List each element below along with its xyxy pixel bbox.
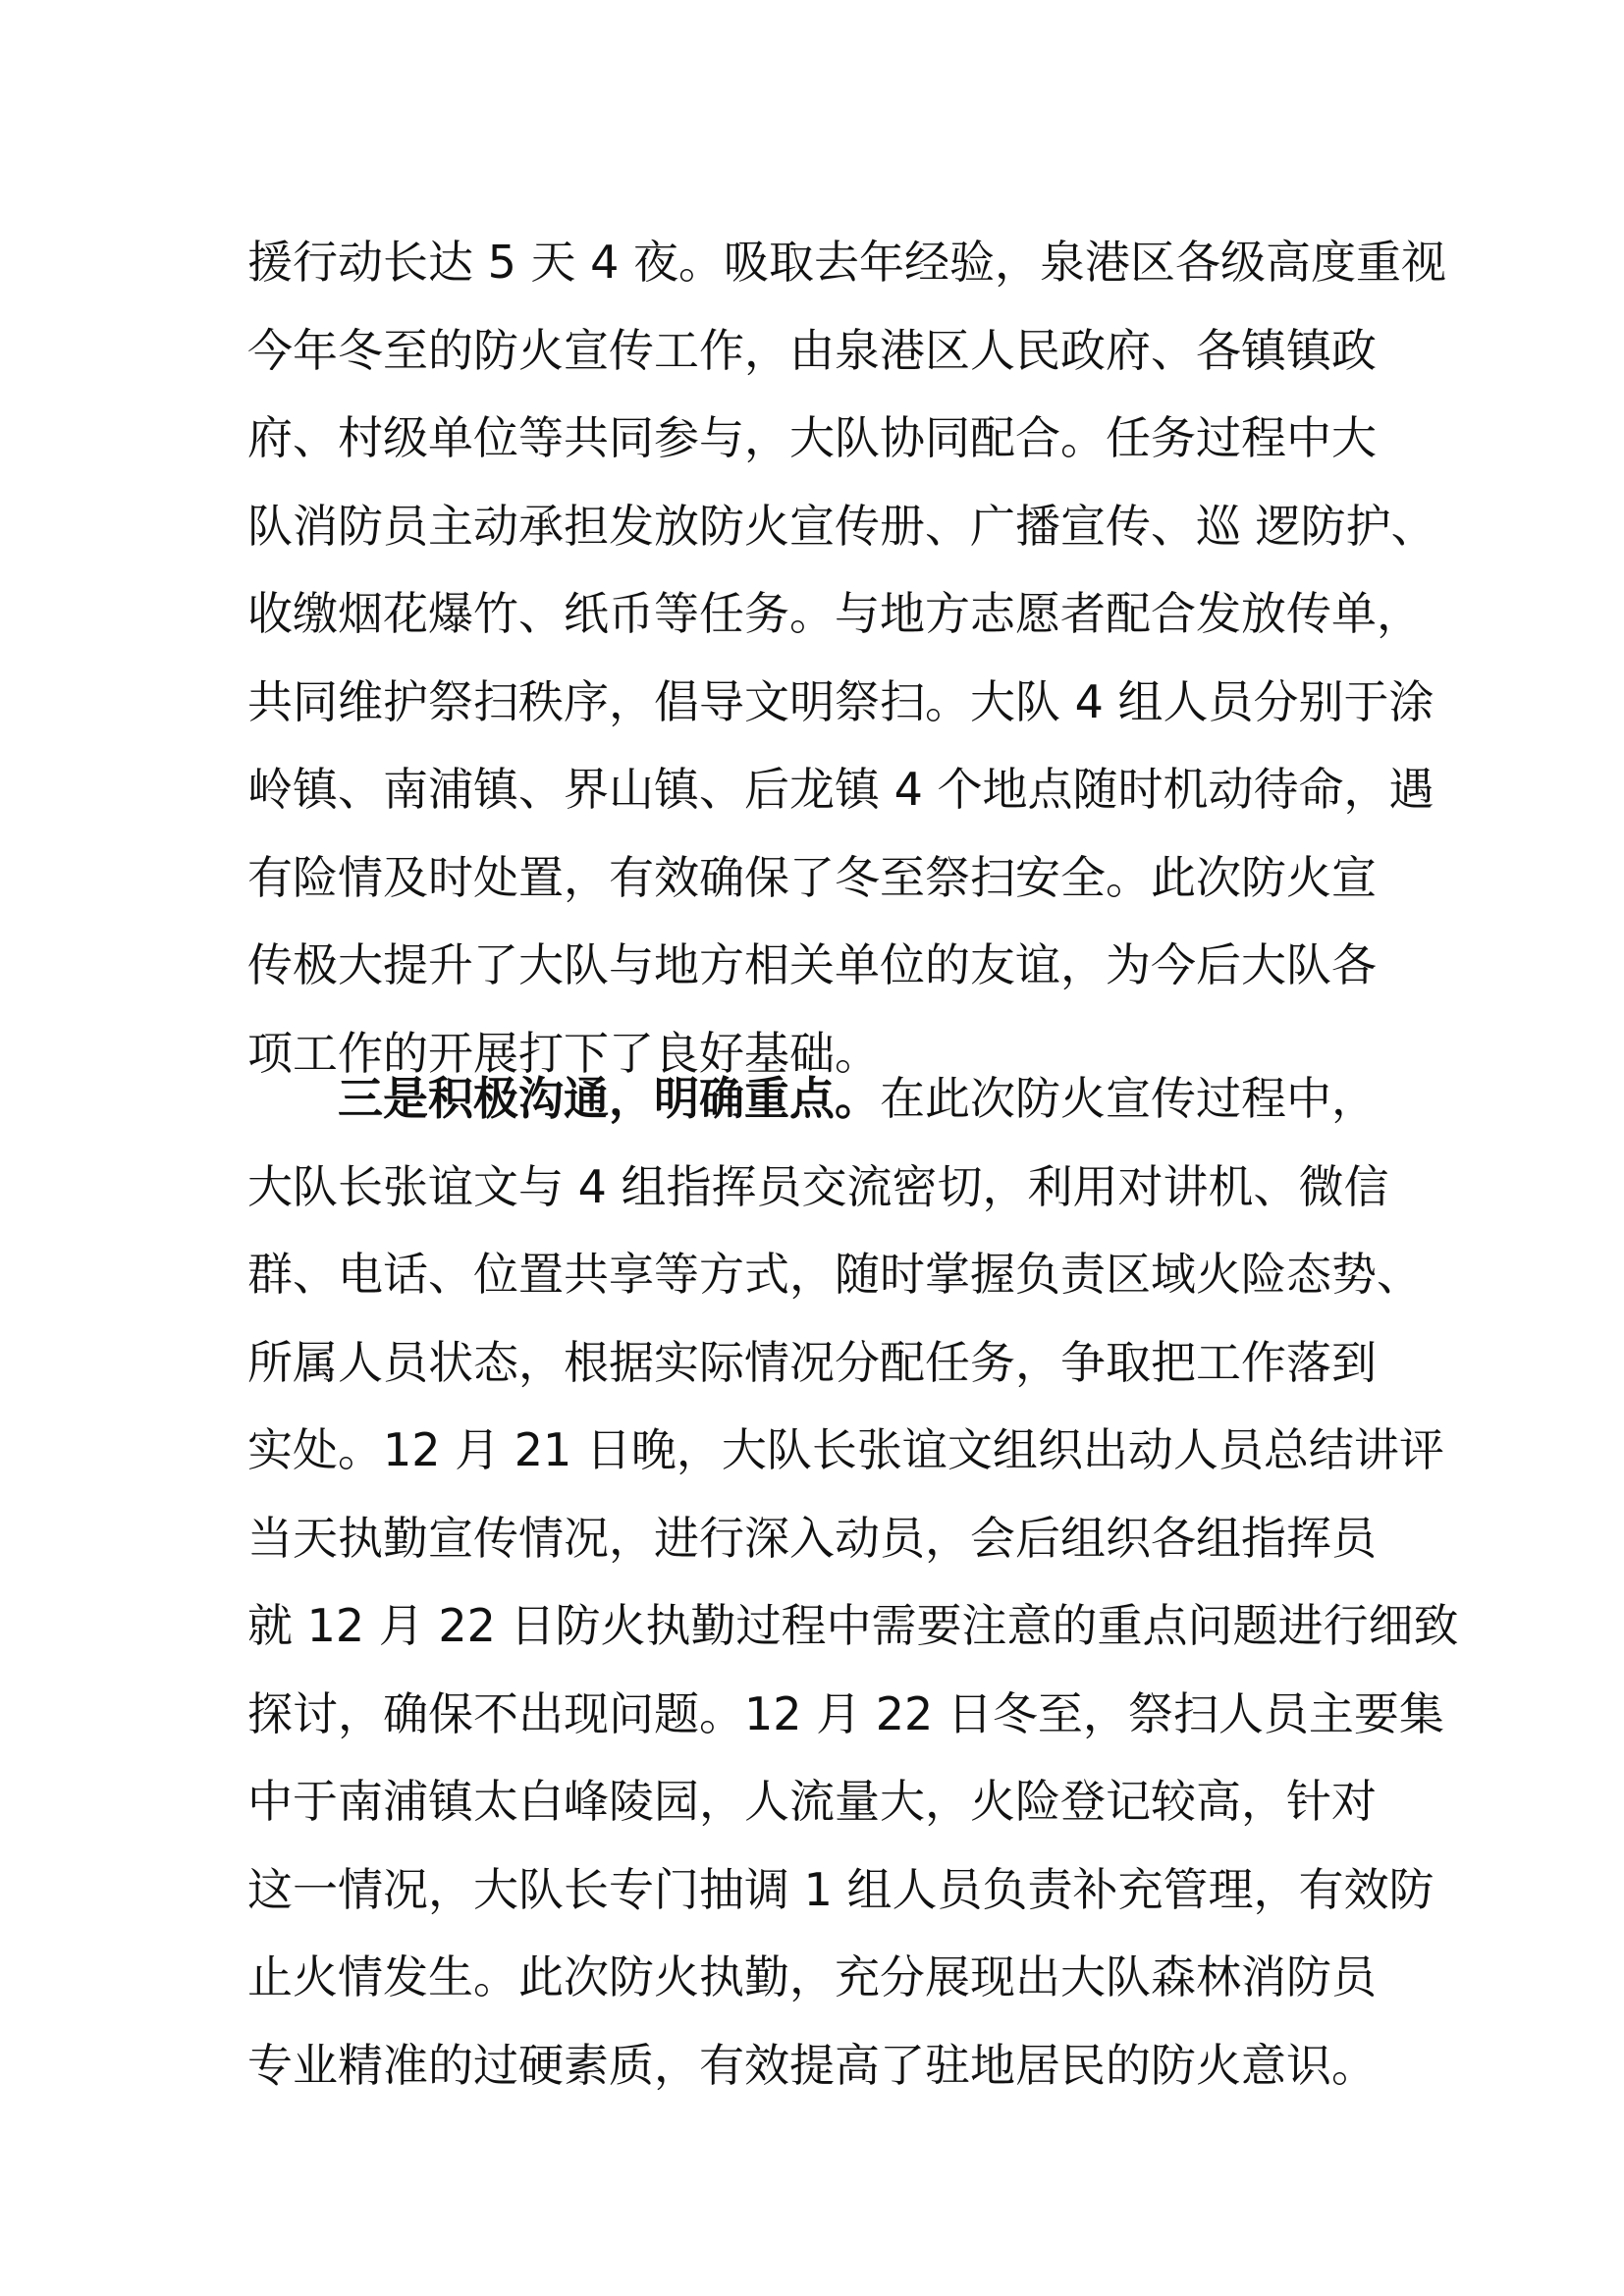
text-line: 传极大提升了大队与地方相关单位的友谊，为今后大队各	[247, 938, 1377, 991]
text-line: 当天执勤宣传情况，进行深入动员，会后组织各组指挥员	[247, 1511, 1377, 1565]
text-line: 群、电话、位置共享等方式，随时掌握负责区域火险态势、	[247, 1248, 1422, 1301]
text-line: 中于南浦镇太白峰陵园，人流量大，火险登记较高，针对	[247, 1775, 1377, 1828]
text-line: 岭镇、南浦镇、界山镇、后龙镇 4 个地点随时机动待命，遇	[247, 763, 1435, 816]
text-line: 今年冬至的防火宣传工作，由泉港区人民政府、各镇镇政	[247, 323, 1377, 377]
text-line: 大队长张谊文与 4 组指挥员交流密切，利用对讲机、微信	[247, 1159, 1389, 1213]
text-line: 实处。12 月 21 日晚，大队长张谊文组织出动人员总结讲评	[247, 1423, 1444, 1476]
text-line: 府、村级单位等共同参与，大队协同配合。任务过程中大	[247, 411, 1377, 464]
paragraph-2-first-line	[247, 1055, 1386, 1144]
text-line: 专业精准的过硬素质，有效提高了驻地居民的防火意识。	[247, 2038, 1377, 2092]
text-line: 援行动长达 5 天 4 夜。吸取去年经验，泉港区各级高度重视	[247, 236, 1447, 289]
text-line: 有险情及时处置，有效确保了冬至祭扫安全。此次防火宣	[247, 850, 1377, 904]
text-line: 收缴烟花爆竹、纸币等任务。与地方志愿者配合发放传单，	[247, 587, 1422, 640]
text-line: 队消防员主动承担发放防火宣传册、广播宣传、巡 逻防护、	[247, 499, 1436, 553]
paragraph-2	[247, 1055, 1459, 2109]
paragraph-1	[247, 219, 1447, 1097]
paragraph-2-heading: 三是积极沟通，明确重点。	[338, 1072, 880, 1125]
paragraph-2-first-text: 在此次防火宣传过程中，	[880, 1072, 1377, 1125]
text-line: 所属人员状态，根据实际情况分配任务，争取把工作落到	[247, 1335, 1377, 1389]
text-line: 项工作的开展打下了良好基础。	[247, 1026, 880, 1080]
text-line: 止火情发生。此次防火执勤，充分展现出大队森林消防员	[247, 1950, 1377, 2003]
text-line: 这一情况，大队长专门抽调 1 组人员负责补充管理，有效防	[247, 1862, 1435, 1916]
text-line: 共同维护祭扫秩序，倡导文明祭扫。大队 4 组人员分别于涂	[247, 674, 1435, 728]
text-line: 探讨，确保不出现问题。12 月 22 日冬至，祭扫人员主要集	[247, 1686, 1444, 1740]
text-line: 就 12 月 22 日防火执勤过程中需要注意的重点问题进行细致	[247, 1599, 1459, 1652]
